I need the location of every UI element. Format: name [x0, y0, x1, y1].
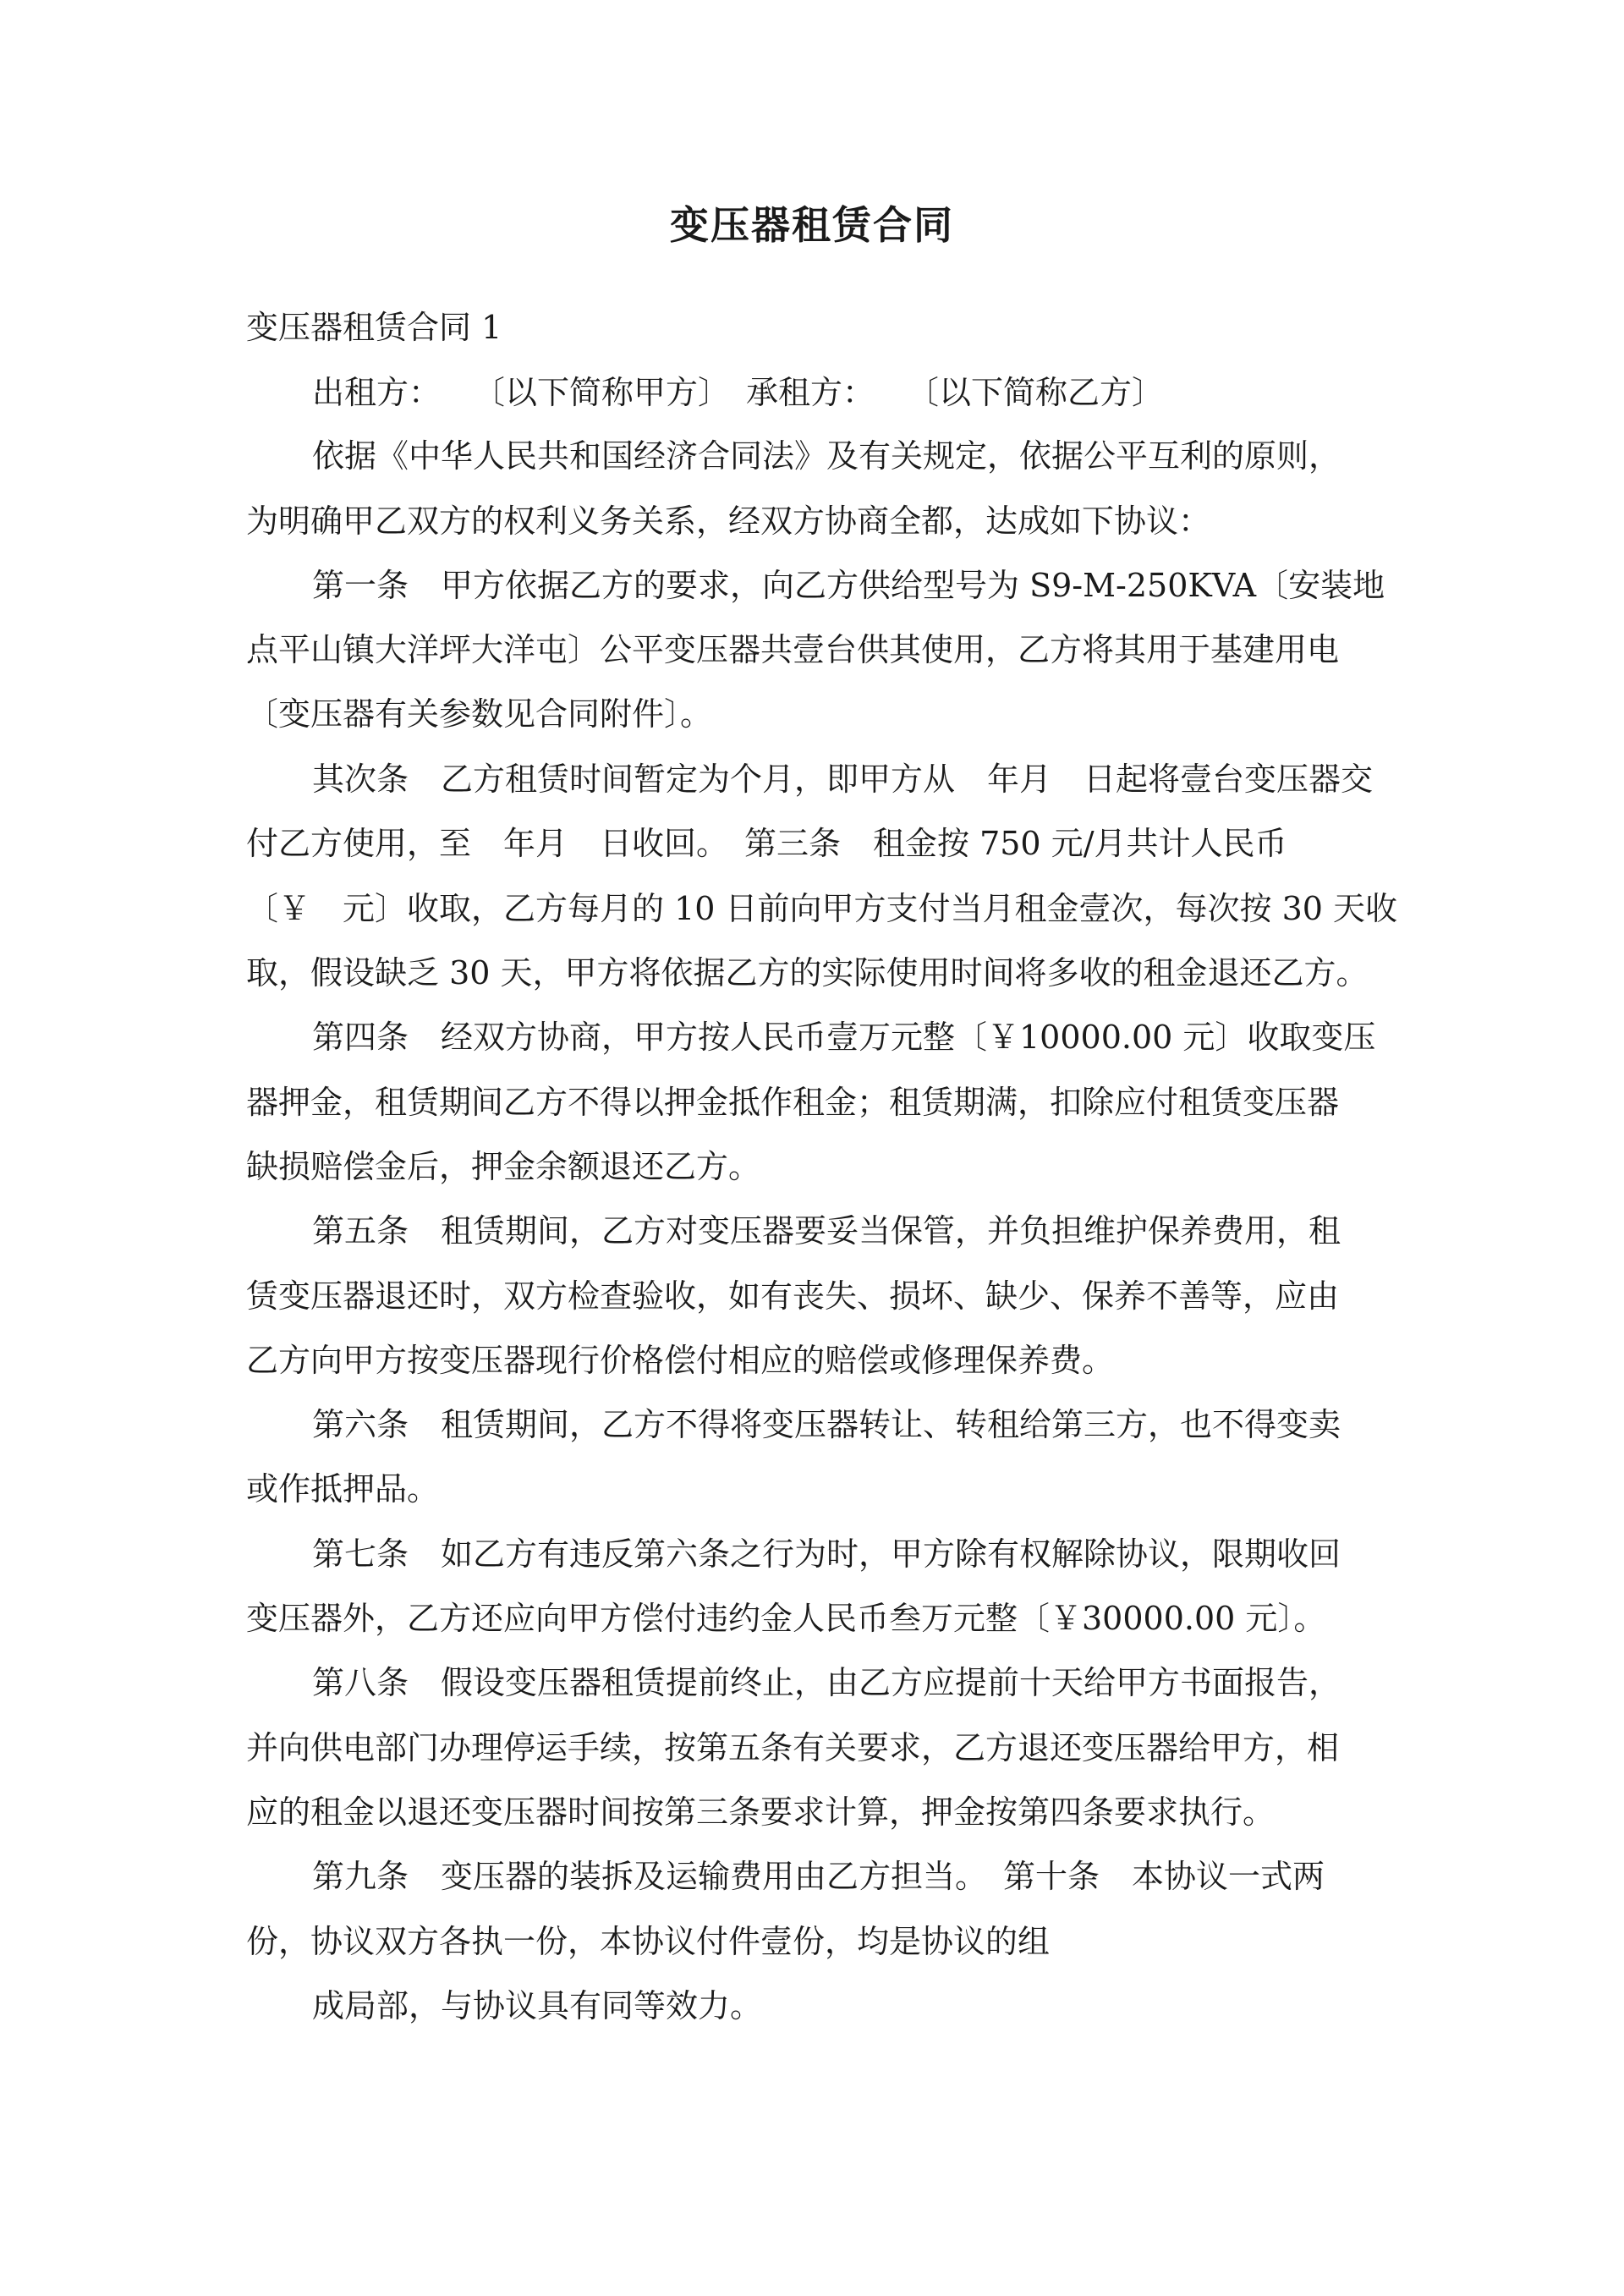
paragraph-line: 点平山镇大洋坪大洋屯〕公平变压器共壹台供其使用，乙方将其用于基建用电 — [246, 631, 1340, 668]
paragraph-line: 份，协议双方各执一份，本协议付件壹份，均是协议的组 — [246, 1923, 1051, 1960]
paragraph-line: 取，假设缺乏 30 天，甲方将依据乙方的实际使用时间将多收的租金退还乙方。 — [246, 954, 1369, 991]
paragraph-line: 缺损赔偿金后，押金余额退还乙方。 — [246, 1148, 761, 1185]
document-subtitle: 变压器租赁合同 1 — [246, 309, 502, 346]
paragraph-line: 第六条 租赁期间，乙方不得将变压器转让、转租给第三方，也不得变卖 — [312, 1406, 1341, 1443]
paragraph-line: 成局部，与协议具有同等效力。 — [312, 1987, 763, 2024]
party-line: 出租方： 〔以下简称甲方〕 承租方： 〔以下简称乙方〕 — [312, 374, 1165, 411]
paragraph-line: 并向供电部门办理停运手续，按第五条有关要求，乙方退还变压器给甲方，相 — [246, 1729, 1340, 1766]
paragraph-line: 第七条 如乙方有违反第六条之行为时，甲方除有权解除协议，限期收回 — [312, 1535, 1341, 1573]
paragraph-line: 第五条 租赁期间，乙方对变压器要妥当保管，并负担维护保养费用，租 — [312, 1212, 1341, 1250]
paragraph-line: 其次条 乙方租赁时间暂定为个月，即甲方从 年月 日起将壹台变压器交 — [312, 761, 1374, 798]
paragraph-line: 第九条 变压器的装拆及运输费用由乙方担当。 第十条 本协议一式两 — [312, 1858, 1325, 1895]
paragraph-line: 依据《中华人民共和国经济合同法》及有关规定，依据公平互利的原则， — [312, 437, 1341, 475]
paragraph-line: 第一条 甲方依据乙方的要求，向乙方供给型号为 S9-M-250KVA〔安装地 — [312, 567, 1385, 604]
paragraph-line: 应的租金以退还变压器时间按第三条要求计算，押金按第四条要求执行。 — [246, 1793, 1276, 1831]
paragraph-line: 器押金，租赁期间乙方不得以押金抵作租金；租赁期满，扣除应付租赁变压器 — [246, 1084, 1340, 1121]
paragraph-line: 〔变压器有关参数见合同附件〕。 — [246, 695, 713, 733]
document-title: 变压器租赁合同 — [670, 202, 954, 248]
paragraph-line: 第四条 经双方协商，甲方按人民币壹万元整〔￥10000.00 元〕收取变压 — [312, 1019, 1376, 1056]
paragraph-line: 〔￥ 元〕收取，乙方每月的 10 日前向甲方支付当月租金壹次，每次按 30 天收 — [246, 890, 1398, 927]
paragraph-line: 第八条 假设变压器租赁提前终止，由乙方应提前十天给甲方书面报告， — [312, 1664, 1341, 1701]
paragraph-line: 付乙方使用，至 年月 日收回。 第三条 租金按 750 元/月共计人民币 — [246, 825, 1287, 862]
paragraph-line: 变压器外，乙方还应向甲方偿付违约金人民币叁万元整〔￥30000.00 元〕。 — [246, 1600, 1326, 1637]
paragraph-line: 或作抵押品。 — [246, 1470, 440, 1508]
paragraph-line: 乙方向甲方按变压器现行价格偿付相应的赔偿或修理保养费。 — [246, 1342, 1115, 1379]
paragraph-line: 赁变压器退还时，双方检查验收，如有丧失、损坏、缺少、保养不善等，应由 — [246, 1277, 1340, 1315]
paragraph-line: 为明确甲乙双方的权利义务关系，经双方协商全都，达成如下协议： — [246, 503, 1211, 540]
